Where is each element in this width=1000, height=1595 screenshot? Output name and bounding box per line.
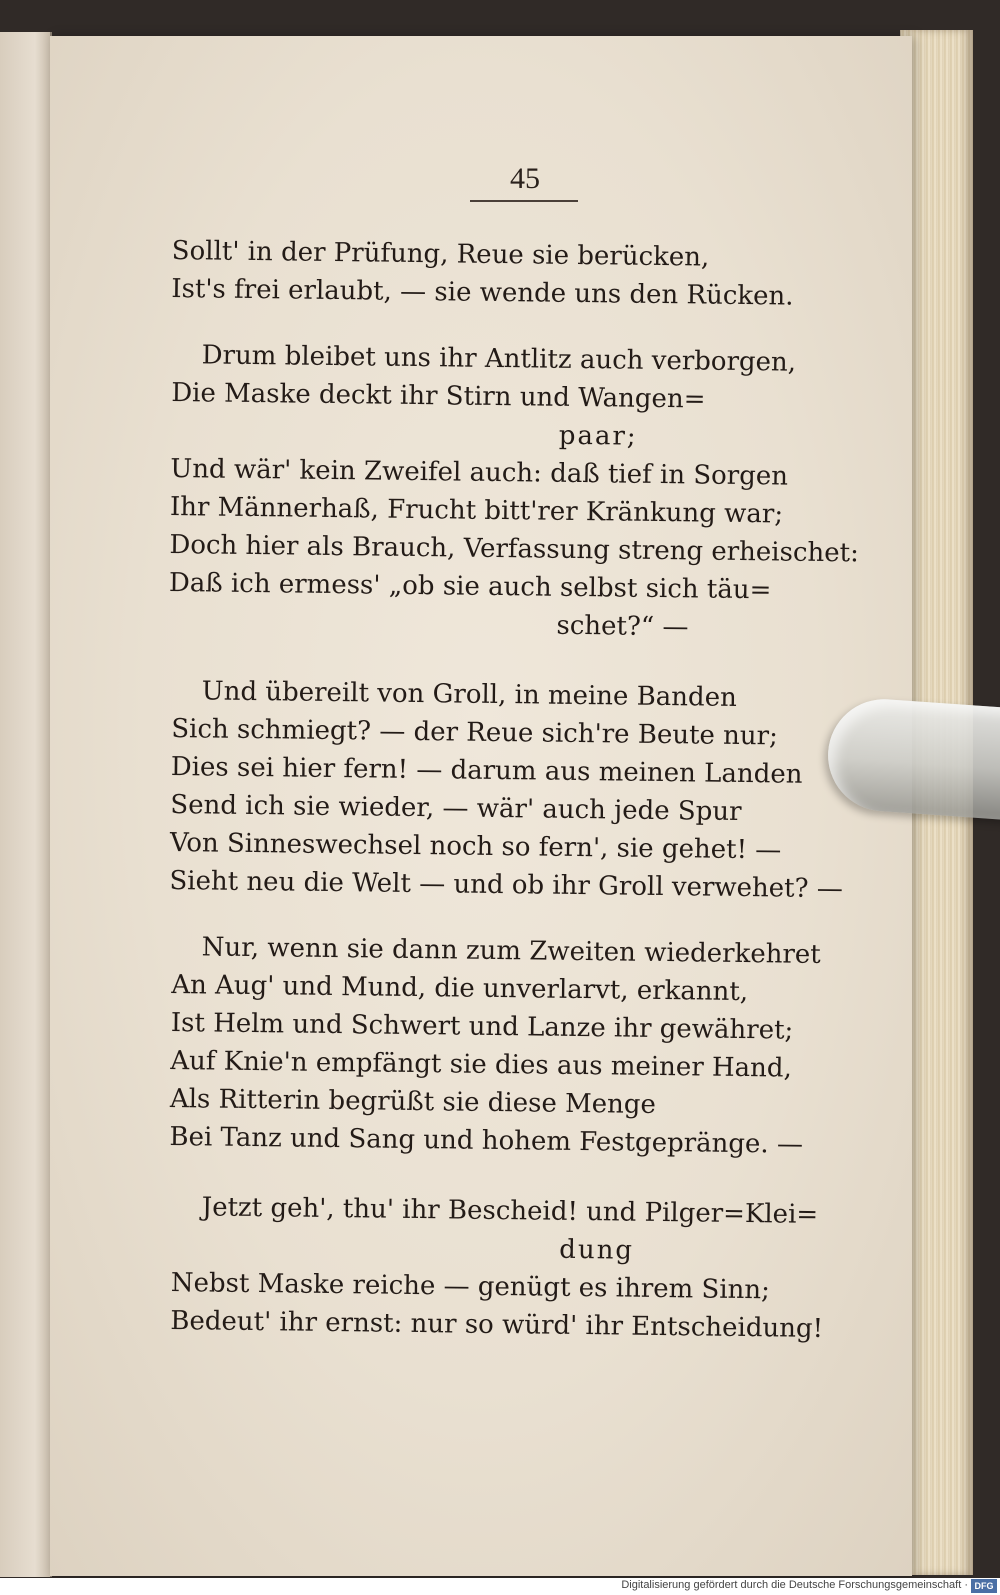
verse-line: Nur, wenn sie dann zum Zweiten wiederkehret xyxy=(201,932,821,970)
verse-line: Sollt' in der Prüfung, Reue sie berücken, xyxy=(171,235,710,273)
stanza-5 xyxy=(170,1188,852,1348)
stanza-4 xyxy=(169,928,852,1164)
verse-line-continuation: dung xyxy=(559,1234,635,1266)
verse-line: An Aug' und Mund, die unverlarvt, erkannt, xyxy=(171,969,749,1008)
verse-line: Dies sei hier fern! — darum aus meinen Landen xyxy=(170,751,803,790)
verse-line: Von Sinneswechsel noch so fern', sie gehet! — xyxy=(169,827,782,866)
verse-line: Bei Tanz und Sang und hohem Festgepränge. — xyxy=(169,1121,804,1160)
digitization-credit: Digitalisierung gefördert durch die Deutsche Forschungsgemeinschaft · xyxy=(621,1579,968,1591)
stanza-1 xyxy=(171,232,852,316)
verse-line: Und wär' kein Zweifel auch: daß tief in Sorgen xyxy=(170,453,789,492)
verse-line: Ihr Männerhaß, Frucht bitt'rer Kränkung war; xyxy=(169,491,784,530)
verse-line: Send ich sie wieder, — wär' auch jede Spur xyxy=(170,789,742,827)
page-number: 45 xyxy=(510,162,540,195)
verse-line: Ist's frei erlaubt, — sie wende uns den Rücken. xyxy=(171,273,794,312)
verse-line: Daß ich ermess' „ob sie auch selbst sich täu= xyxy=(168,567,772,606)
dfg-logo: DFG xyxy=(971,1579,997,1593)
stanza-2 xyxy=(168,336,860,648)
left-page-edge xyxy=(0,32,52,1577)
verse-line: Bedeut' ihr ernst: nur so würd' ihr Entscheidung! xyxy=(170,1305,824,1344)
verse-line: Jetzt geh', thu' ihr Bescheid! und Pilger=Klei= xyxy=(201,1192,819,1230)
book-page xyxy=(50,36,912,1576)
verse-line-continuation: schet?“ — xyxy=(556,610,689,643)
stanza-3 xyxy=(169,672,852,908)
verse-line-continuation: paar; xyxy=(558,420,638,452)
verse-line: Sieht neu die Welt — und ob ihr Groll verwehet? — xyxy=(169,865,843,905)
verse-line: Sich schmiegt? — der Reue sich're Beute nur; xyxy=(171,713,779,752)
verse-line: Nebst Maske reiche — genügt es ihrem Sinn; xyxy=(170,1267,771,1306)
page-number-rule xyxy=(470,200,578,202)
verse-line: Doch hier als Brauch, Verfassung streng erheischet: xyxy=(169,529,860,569)
verse-line: Als Ritterin begrüßt sie diese Menge xyxy=(169,1083,657,1120)
verse-line: Drum bleibet uns ihr Antlitz auch verborgen, xyxy=(201,340,797,378)
verse-line: Und übereilt von Groll, in meine Banden xyxy=(201,676,737,713)
verse-line: Auf Knie'n empfängt sie dies aus meiner Hand, xyxy=(170,1045,792,1084)
verse-line: Ist Helm und Schwert und Lanze ihr gewähret; xyxy=(170,1007,794,1046)
verse-line: Die Maske deckt ihr Stirn und Wangen= xyxy=(171,377,706,415)
